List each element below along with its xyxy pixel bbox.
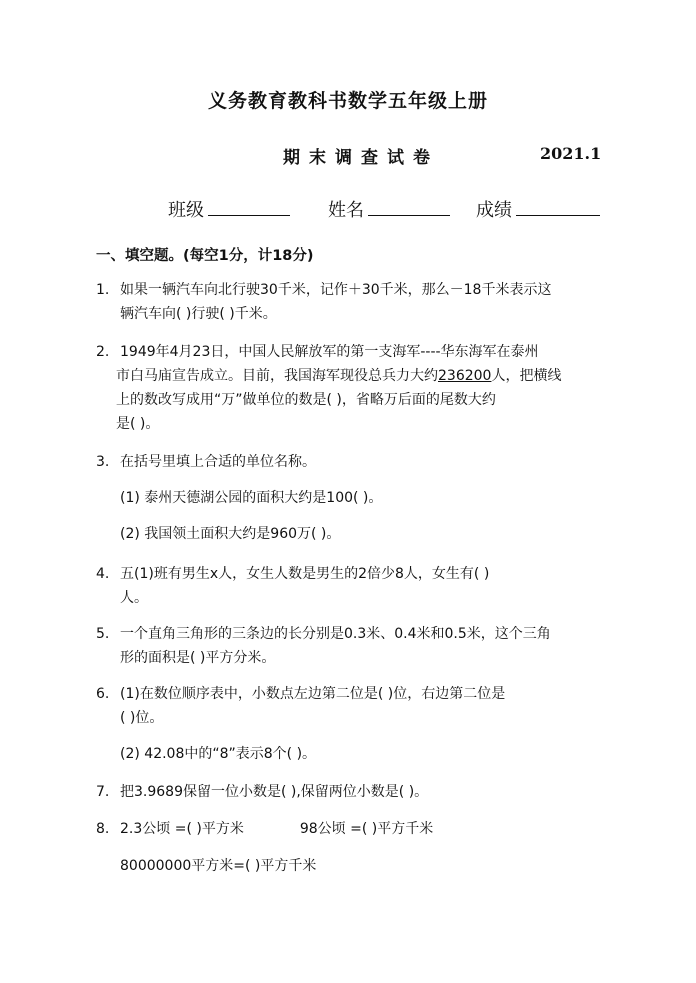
question-text: 人。 xyxy=(120,590,148,606)
question-text xyxy=(120,817,626,841)
underlined-number: 236200 xyxy=(438,368,492,384)
section-title: 一、填空题。(每空1分，计18分) xyxy=(96,248,314,264)
question-text: 在括号里填上合适的单位名称。 xyxy=(120,454,316,470)
question-text: 把3.9689保留一位小数是( ),保留两位小数是( )。 xyxy=(120,784,429,800)
name-field xyxy=(328,196,450,222)
question-number: 1. xyxy=(96,282,110,298)
conversion-3: 80000000平方米=( )平方千米 xyxy=(120,858,317,874)
question-text: ( )位。 xyxy=(120,710,164,726)
question-7 xyxy=(96,780,626,804)
class-blank-line[interactable] xyxy=(208,199,290,216)
question-8 xyxy=(96,817,626,841)
question-6 xyxy=(96,682,626,730)
question-6-sub-2: (2) 42.08中的“8”表示8个( )。 xyxy=(120,746,317,762)
question-5 xyxy=(96,622,626,670)
question-text: 市白马庙宣告成立。目前，我国海军现役总兵力大约236200人，把横线 xyxy=(116,368,562,384)
question-3 xyxy=(96,450,626,474)
question-text: (1)在数位顺序表中，小数点左边第二位是( )位，右边第二位是 xyxy=(120,686,506,702)
class-label: 班级 xyxy=(168,200,204,221)
question-3-sub-2: (2) 我国领土面积大约是960万( )。 xyxy=(120,526,341,542)
conversion-1: 2.3公顷 =( )平方米 xyxy=(120,821,244,837)
score-field xyxy=(476,196,600,222)
exam-title: 义务教育教科书数学五年级上册 xyxy=(207,90,488,112)
question-text: 上的数改写成用“万”做单位的数是( )，省略万后面的尾数大约 xyxy=(116,392,496,408)
question-number: 7. xyxy=(96,784,110,800)
question-3-sub-1: (1) 泰州天德湖公园的面积大约是100( )。 xyxy=(120,490,383,506)
question-text: 五(1)班有男生x人，女生人数是男生的2倍少8人，女生有( ) xyxy=(120,566,490,582)
question-number: 6. xyxy=(96,686,110,702)
score-blank-line[interactable] xyxy=(516,199,600,216)
question-text: 是( )。 xyxy=(116,416,160,432)
score-label: 成绩 xyxy=(476,200,512,221)
question-4 xyxy=(96,562,626,610)
question-2 xyxy=(96,340,626,436)
question-number: 8. xyxy=(96,821,110,837)
question-text: 一个直角三角形的三条边的长分别是0.3米、0.4米和0.5米，这个三角 xyxy=(120,626,551,642)
class-field xyxy=(168,196,290,222)
question-1 xyxy=(96,278,626,326)
exam-date: 2021.1 xyxy=(540,144,602,163)
question-number: 5. xyxy=(96,626,110,642)
name-blank-line[interactable] xyxy=(368,199,450,216)
question-number: 2. xyxy=(96,344,110,360)
question-number: 4. xyxy=(96,566,110,582)
question-text: 如果一辆汽车向北行驶30千米，记作＋30千米，那么－18千米表示这 xyxy=(120,282,552,298)
question-text: 1949年4月23日，中国人民解放军的第一支海军----华东海军在泰州 xyxy=(120,344,539,360)
exam-subtitle: 期末调查试卷 xyxy=(283,148,439,168)
question-text: 形的面积是( )平方分米。 xyxy=(120,650,276,666)
question-number: 3. xyxy=(96,454,110,470)
name-label: 姓名 xyxy=(328,200,364,221)
question-text: 辆汽车向( )行驶( )千米。 xyxy=(120,306,277,322)
conversion-2: 98公顷 =( )平方千米 xyxy=(299,821,434,837)
